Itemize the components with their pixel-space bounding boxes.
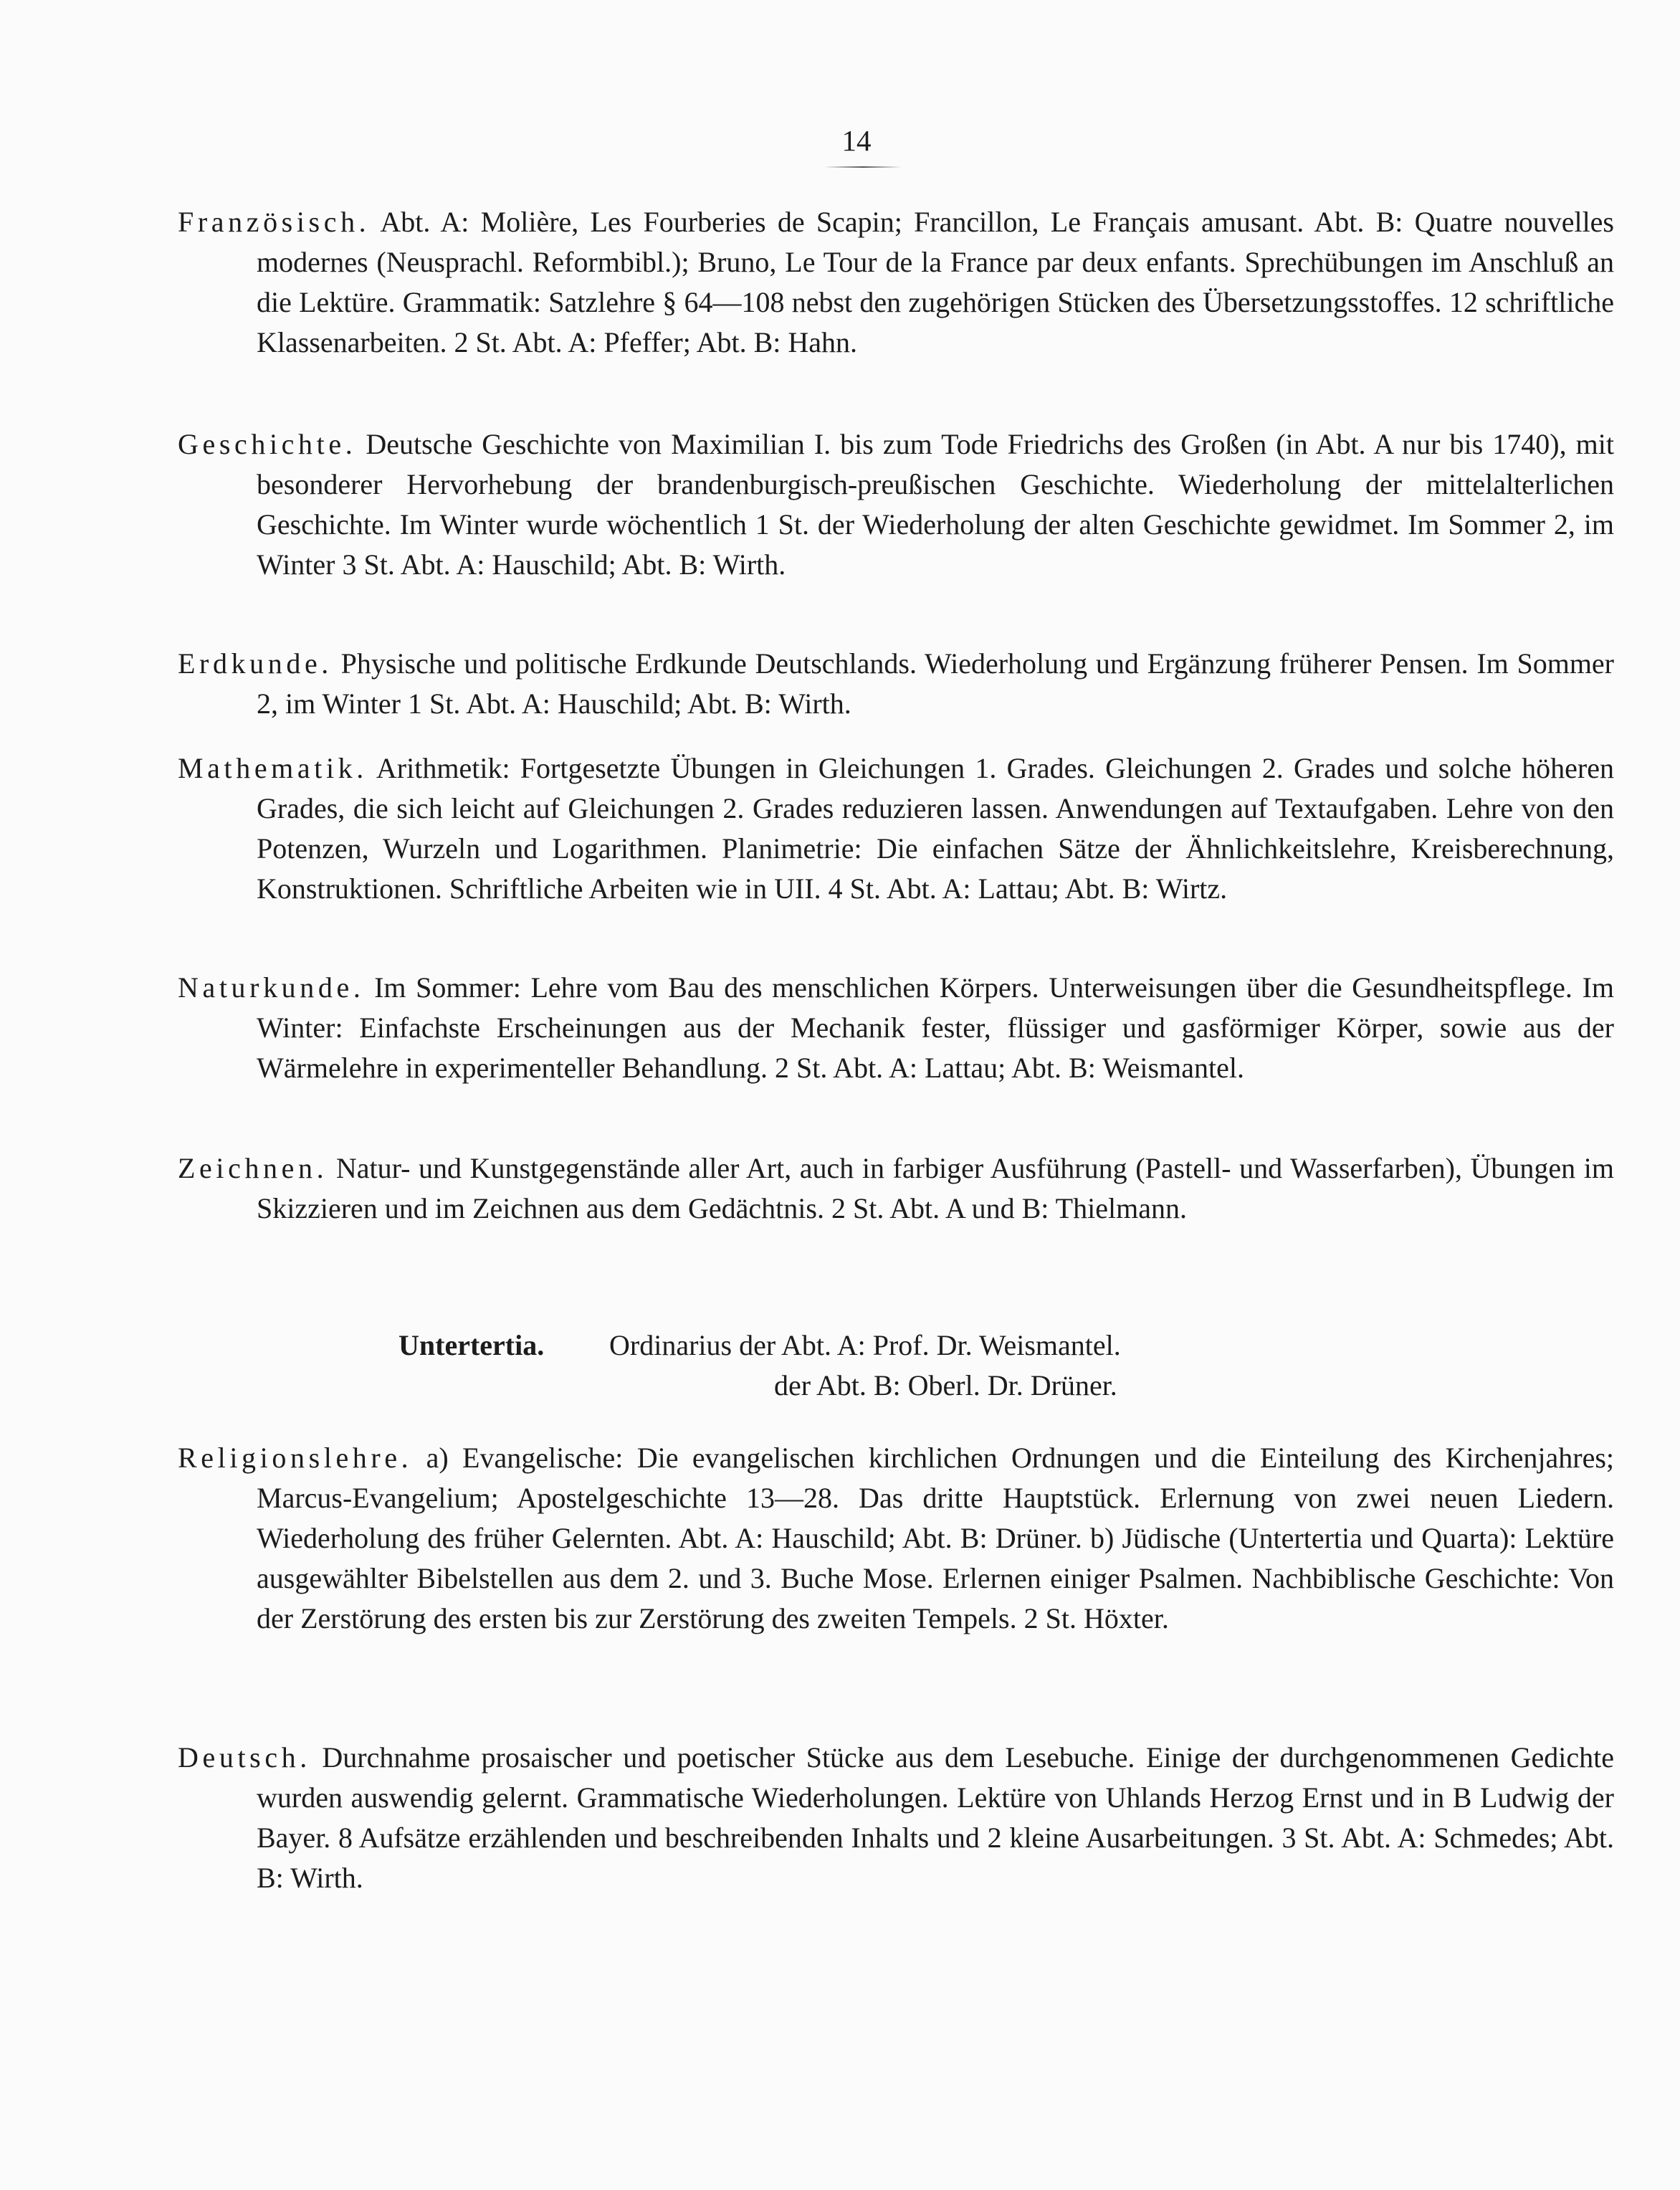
section-label: Zeichnen.	[178, 1152, 328, 1184]
class-heading-title: Untertertia.	[398, 1329, 545, 1361]
section-text: Im Sommer: Lehre vom Bau des menschlichen Körpers. Unterweisungen über die Gesundheitspflege. Im Winter: Einfachste Erscheinungen aus der Mechanik fester, flüssiger und gasförmiger Körper, sowie aus der Wärmelehre in experimenteller Behandlung. 2 St. Abt. A: Lattau; Abt. B: Weismantel.	[257, 971, 1615, 1084]
section-zeichnen	[178, 1148, 1614, 1229]
section-label: Erdkunde.	[178, 647, 333, 680]
section-franzoesisch	[178, 202, 1614, 363]
section-label: Französisch.	[178, 206, 371, 238]
section-text: Natur- und Kunstgegenstände aller Art, auch in farbiger Ausführung (Pastell- und Wasserfarben), Übungen im Skizzieren und im Zeichnen aus dem Gedächtnis. 2 St. Abt. A und B: Thielmann.	[257, 1152, 1614, 1224]
section-label: Deutsch.	[178, 1741, 311, 1774]
section-naturkunde	[178, 968, 1614, 1088]
section-deutsch	[178, 1738, 1614, 1898]
section-text: a) Evangelische: Die evangelischen kirchlichen Ordnungen und die Einteilung des Kirchenjahres; Marcus-Evangelium; Apostelgeschichte 13—28. Das dritte Hauptstück. Erlernung von zwei neuen Liedern. Wiederholung des früher Gelernten. Abt. A: Hauschild; Abt. B: Drüner. b) Jüdische (Untertertia und Quarta): Lektüre ausgewählter Bibelstellen aus dem 2. und 3. Buche Mose. Erlernen einiger Psalmen. Nachbiblische Geschichte: Von der Zerstörung des ersten bis zur Zerstörung des zweiten Tempels. 2 St. Höxter.	[257, 1442, 1615, 1634]
section-label: Geschichte.	[178, 428, 357, 460]
section-mathematik	[178, 748, 1614, 909]
class-heading-ordinarius-a: Ordinarius der Abt. A: Prof. Dr. Weismantel.	[609, 1329, 1121, 1361]
section-geschichte	[178, 424, 1614, 585]
section-text: Deutsche Geschichte von Maximilian I. bis zum Tode Friedrichs des Großen (in Abt. A nur bis 1740), mit besonderer Hervorhebung der brandenburgisch-preußischen Geschichte. Wiederholung der mittelalterlichen Geschichte. Im Winter wurde wöchentlich 1 St. der Wiederholung der alten Geschichte gewidmet. Im Sommer 2, im Winter 3 St. Abt. A: Hauschild; Abt. B: Wirth.	[257, 428, 1615, 581]
section-label: Mathematik.	[178, 752, 368, 784]
section-religionslehre	[178, 1438, 1614, 1639]
class-heading-ordinarius-b: der Abt. B: Oberl. Dr. Drüner.	[774, 1369, 1117, 1401]
section-text: Arithmetik: Fortgesetzte Übungen in Gleichungen 1. Grades. Gleichungen 2. Grades und solche höheren Grades, die sich leicht auf Gleichungen 2. Grades reduzieren lassen. Anwendungen auf Textaufgaben. Lehre von den Potenzen, Wurzeln und Logarithmen. Planimetrie: Die einfachen Sätze der Ähnlichkeitslehre, Kreisberechnung, Konstruktionen. Schriftliche Arbeiten wie in UII. 4 St. Abt. A: Lattau; Abt. B: Wirtz.	[257, 752, 1614, 905]
section-text: Durchnahme prosaischer und poetischer Stücke aus dem Lesebuche. Einige der durchgenommenen Gedichte wurden auswendig gelernt. Grammatische Wiederholungen. Lektüre von Uhlands Herzog Ernst und in B Ludwig der Bayer. 8 Aufsätze erzählenden und beschreibenden Inhalts und 2 kleine Ausarbeitungen. 3 St. Abt. A: Schmedes; Abt. B: Wirth.	[257, 1741, 1614, 1894]
section-text: Physische und politische Erdkunde Deutschlands. Wiederholung und Ergänzung früherer Pensen. Im Sommer 2, im Winter 1 St. Abt. A: Hauschild; Abt. B: Wirth.	[257, 647, 1615, 720]
section-text: Abt. A: Molière, Les Fourberies de Scapin; Francillon, Le Français amusant. Abt. B: Quatre nouvelles modernes (Neusprachl. Reformbibl.); Bruno, Le Tour de la France par deux enfants. Sprechübungen im Anschluß an die Lektüre. Grammatik: Satzlehre § 64—108 nebst den zugehörigen Stücken des Übersetzungsstoffes. 12 schriftliche Klassenarbeiten. 2 St. Abt. A: Pfeffer; Abt. B: Hahn.	[257, 206, 1615, 358]
section-erdkunde	[178, 644, 1614, 724]
section-label: Religionslehre.	[178, 1442, 413, 1474]
section-label: Naturkunde.	[178, 971, 365, 1004]
page-number-rule	[824, 166, 902, 168]
page-number: 14	[841, 124, 872, 157]
